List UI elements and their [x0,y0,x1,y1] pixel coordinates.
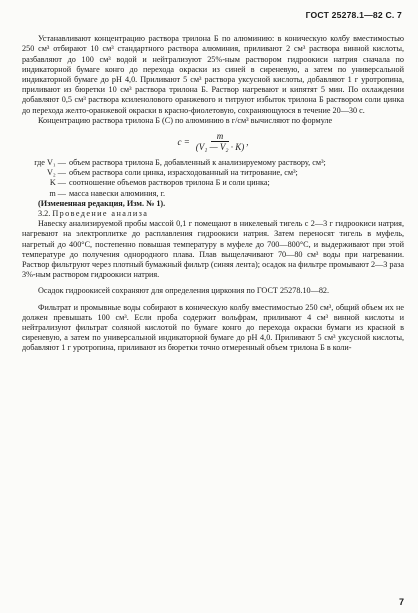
paragraph-sample-fusion: Навеску анализируемой пробы массой 0,1 г помещают в никелевый тигель с 2—3 г гидроокиси натрия, нагревают на электроплитке до расплавления гидроокиси натрия. Затем переносят тигель в муфель, нагретый до 400°С, постепенно повышая температуру в муфеле до 700—800°С, и выдерживают при этой температуре до получения однородного плава. Плав выщелачивают 70—80 см³ воды при нагревании. Раствор фильтруют через плотный бумажный фильтр (синяя лента); осадок на фильтре промывают 2—3 раза 3%-ным раствором гидроокиси натрия. [22,219,404,280]
definition-row [22,178,404,188]
definition-row [22,158,404,168]
paragraph-filtrate: Фильтрат и промывные воды собирают в коническую колбу вместимостью 250 см³, общий объем их не должен превышать 100 см³. Если проба содержит вольфрам, приливают 4 см³ винной кислоты и нейтрализуют фильтрат соляной кислотой по бумаге конго до перехода окраски бумаги из красной в сиреневую, а затем по универсальной индикаторной бумаге до pH 4,0. Приливают 5 см³ уксусной кислоты, добавляют 1 г уротропина, приливают из бюретки точно отмеренный объем трилона Б в коли- [22,302,404,353]
section-title: Проведение анализа [52,209,149,219]
paragraph-titer-procedure: Устанавливают концентрацию раствора трилона Б по алюминию: в коническую колбу вместимостью 250 см³ отбирают 10 см³ стандартного раствора алюминия, приливают 2 см³ раствора винной кислоты, разбавляют до 100 см³ водой и нейтрализуют 25%-ным раствором гидроокиси натрия сначала по индикаторной бумаге конго до перехода окраски из синей в сиреневую, а затем по универсальной индикаторной бумаге до pH 4,0. Приливают 5 см³ раствора уксусной кислоты, добавляют 1 г уротропина, приливают из бюретки 10 см³ раствора трилона Б. Раствор нагревают и кипятят 5 мин. По охлаждении добавляют 0,5 см³ раствора ксиленолового оранжевого и титруют избыток трилона Б раствором соли цинка до перехода желто-оранжевой окраски в красно-фиолетовую, сохраняющуюся в течение 20—30 с. [22,34,404,115]
formula [22,131,404,153]
definition-symbol: m — [49,188,66,198]
section-heading [22,209,404,219]
formula-tail: , [246,136,249,147]
definition-symbol: K — [49,178,66,188]
formula-denominator: (V₁ — V₂ · K) [195,142,245,153]
formula-definitions [22,158,404,199]
formula-numerator: m [211,131,230,142]
definition-text: объем раствора соли цинка, израсходованный на титрование, см³; [69,168,298,178]
section-number: 3.2. [38,209,51,219]
paragraph-formula-intro: Концентрацию раствора трилона Б (C) по алюминию в г/см³ вычисляют по формуле [38,115,333,125]
definition-text: масса навески алюминия, г. [69,188,165,198]
running-header: ГОСТ 25278.1—82 С. 7 [305,10,402,20]
formula-lhs: c = [177,136,190,147]
definition-text: соотношение объемов растворов трилона Б и соли цинка; [69,178,270,188]
page-number: 7 [398,596,404,607]
formula-fraction [194,131,247,153]
definition-text: объем раствора трилона Б, добавленный к анализируемому раствору, см³; [69,158,326,168]
definition-symbol: где V₁ — [34,158,66,168]
definition-row [22,189,404,199]
definition-row [22,168,404,178]
document-page [22,10,404,354]
paragraph-precipitate: Осадок гидроокисей сохраняют для определения циркония по ГОСТ 25278.10—82. [38,286,330,296]
definition-symbol: V₂ — [46,168,66,178]
edition-note: (Измененная редакция, Изм. № 1). [38,198,166,208]
